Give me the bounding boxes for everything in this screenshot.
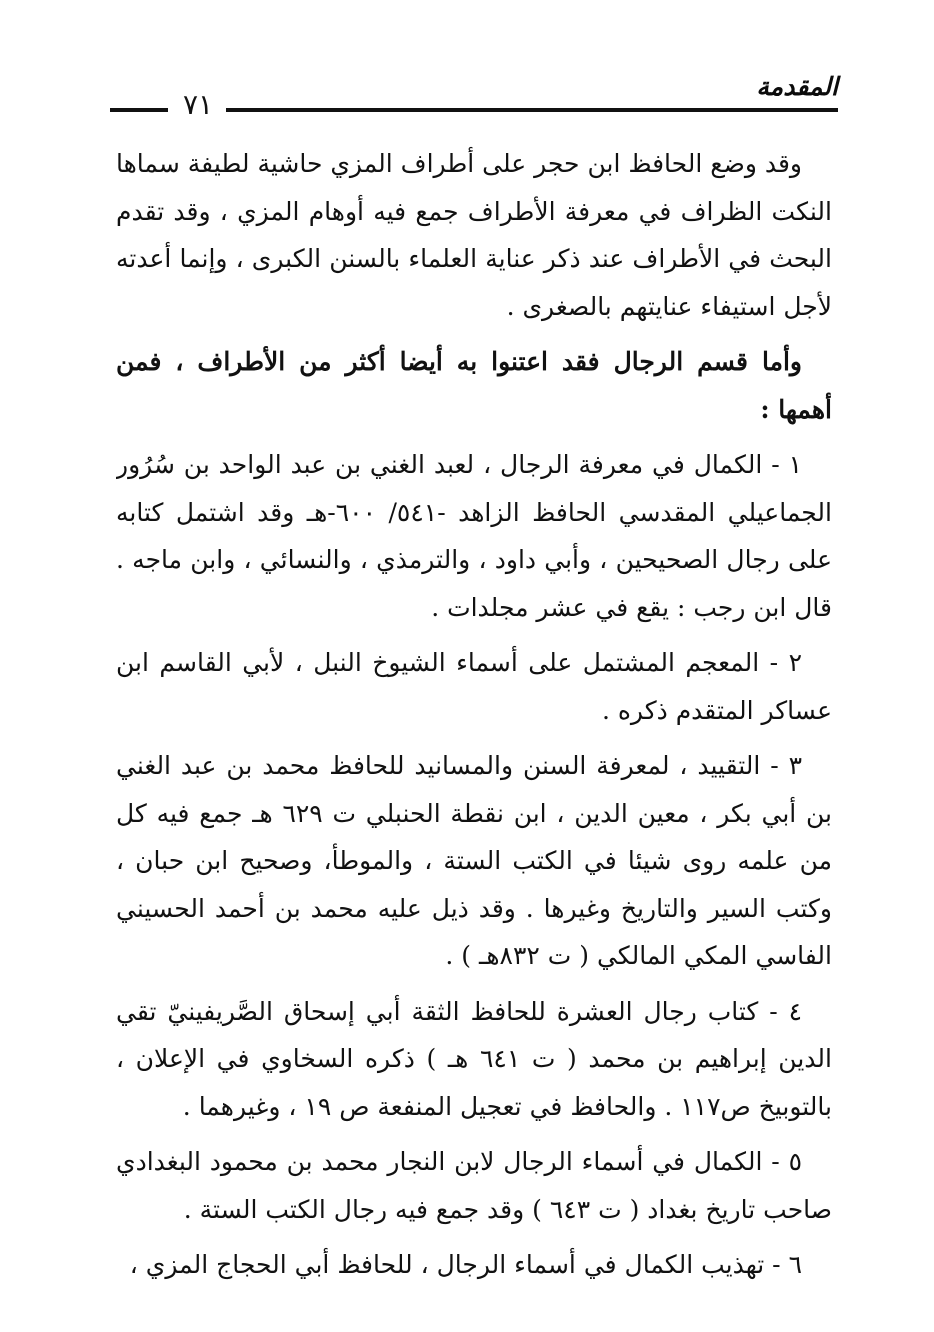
list-item-3: ٣ - التقييد ، لمعرفة السنن والمسانيد للحافظ محمد بن عبد الغني بن أبي بكر ، معين الدين ، ابن نقطة الحنبلي ت ٦٢٩ هـ جمع فيه كل من علمه روى شيئا في الكتب الستة ، والموطأ، وصحيح ابن حبان ، وكتب السير والتاريخ وغيرها . وقد ذيل عليه محمد بن أحمد الحسيني الفاسي المكي المالكي ( ت ٨٣٢هـ ) . [116,751,832,970]
page-number: ٧١ [182,88,214,121]
list-item-5: ٥ - الكمال في أسماء الرجال لابن النجار محمد بن محمود البغدادي صاحب تاريخ بغداد ( ت ٦٤٣ ) وقد جمع فيه رجال الكتب الستة . [116,1147,832,1224]
list-item-4: ٤ - كتاب رجال العشرة للحافظ الثقة أبي إسحاق الصَّريفينيّ تقي الدين إبراهيم بن محمد ( ت ٦٤١ هـ ) ذكره السخاوي في الإعلان ، بالتوبيخ ص١١٧ . والحافظ في تعجيل المنفعة ص ١٩ ، وغيرهما . [116,996,832,1121]
paragraph-intro: وقد وضع الحافظ ابن حجر على أطراف المزي حاشية لطيفة سماها النكت الظراف في معرفة الأطراف جمع فيه أوهام المزي ، وقد تقدم البحث في الأطراف عند ذكر عناية العلماء بالسنن الكبرى ، وإنما أعدته لأجل استيفاء عنايتهم بالصغرى . [116,149,832,321]
list-item-1: ١ - الكمال في معرفة الرجال ، لعبد الغني بن عبد الواحد بن سُرُور الجماعيلي المقدسي الحافظ الزاهد -٥٤١/ ٦٠٠-هـ وقد اشتمل كتابه على رجال الصحيحين ، وأبي داود ، والترمذي ، والنسائي ، وابن ماجه . قال ابن رجب : يقع في عشر مجلدات . [116,450,832,622]
header-rule-right [226,108,838,112]
running-title: المقدمة [756,72,838,101]
paragraph-rijal-heading: وأما قسم الرجال فقد اعتنوا به أيضا أكثر من الأطراف ، فمن أهمها : [116,347,832,424]
header-rule-left [110,108,168,112]
list-item-2: ٢ - المعجم المشتمل على أسماء الشيوخ النبل ، لأبي القاسم ابن عساكر المتقدم ذكره . [116,648,832,725]
page-header [110,70,838,122]
list-item-6: ٦ - تهذيب الكمال في أسماء الرجال ، للحافظ أبي الحجاج المزي ، [129,1250,802,1279]
page-body [116,140,832,1315]
